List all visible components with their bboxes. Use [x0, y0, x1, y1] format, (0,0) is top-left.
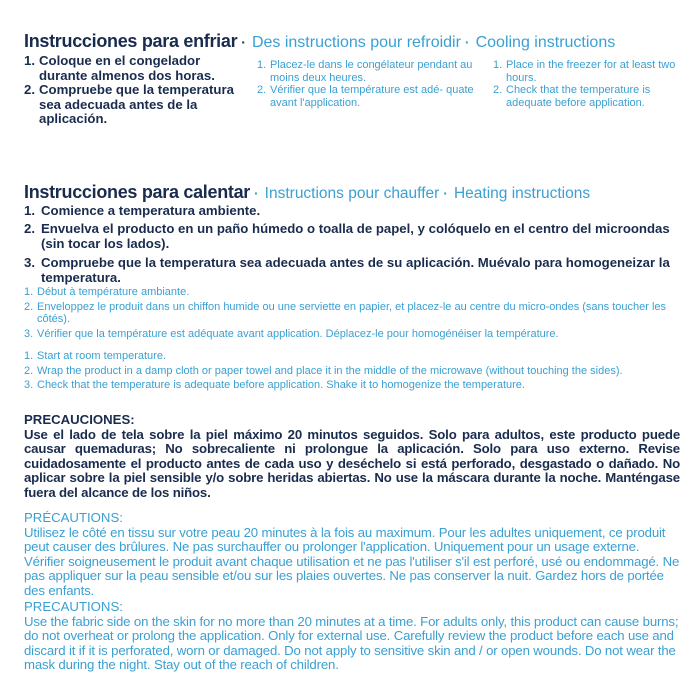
item-number: 3. — [24, 327, 34, 340]
cooling-title-es: Instrucciones para enfriar — [24, 31, 238, 51]
item-text: Placez-le dans le congélateur pendant au moins deux heures. — [270, 59, 473, 84]
heating-title-fr: Instructions pour chauffer — [264, 185, 440, 202]
separator-dot: · — [254, 185, 259, 201]
item-number: 2. — [24, 221, 35, 237]
item-text: Coloque en el congelador durante almenos dos horas. — [39, 53, 215, 83]
item-text: Enveloppez le produit dans un chiffon humide ou une serviette en papier, et placez-le au centre du micro-ondes (sans toucher les côtés). — [37, 300, 667, 325]
item-number: 2. — [24, 300, 34, 313]
cooling-title-en: Cooling instructions — [475, 34, 616, 51]
item-text: Place in the freezer for at least two hours. — [506, 59, 676, 84]
list-item — [24, 328, 680, 341]
item-number: 3. — [24, 379, 34, 391]
item-number: 2. — [24, 364, 34, 377]
item-number: 1. — [24, 350, 34, 362]
item-text: Check that the temperature is adequate before application. Shake it to homogenize the temperature. — [37, 379, 525, 391]
list-item — [24, 365, 680, 378]
list-item — [24, 301, 680, 326]
list-item — [24, 203, 680, 218]
precautions-en — [24, 600, 680, 673]
item-number: 2. — [493, 84, 503, 96]
list-item — [493, 59, 678, 84]
item-text: Vérifier que la température est adéquate avant application. Déplacez-le pour homogénéiser la température. — [37, 327, 559, 340]
item-number: 1. — [257, 59, 267, 71]
cooling-title-fr: Des instructions pour refroidir — [251, 34, 461, 51]
list-item — [24, 350, 680, 363]
precautions-es — [24, 413, 680, 501]
precautions-title-en: PRECAUTIONS: — [24, 599, 123, 614]
separator-dot: · — [443, 185, 448, 201]
item-text: Vérifier que la température est adé- quate avant l'application. — [270, 84, 474, 109]
heating-list-fr — [24, 286, 680, 342]
heating-title-en: Heating instructions — [453, 185, 591, 202]
precautions-text-en: Use the fabric side on the skin for no more than 20 minutes at a time. For adults only, this product can cause burns; do not overheat or prolong the application. Only for external use. Carefully review the product before each use and discard it if it is perforated, worn or damaged. Do not apply to sensitive skin and / or open wounds. Do not wear the mask during the night. Stay out of the reach of children. — [24, 613, 679, 673]
cooling-header — [24, 31, 684, 52]
list-item — [493, 84, 678, 109]
precautions-text-fr: Utilisez le côté en tissu sur votre peau 20 minutes à la fois au maximum. Pour les adultes uniquement, ce produit peut causer des brûlures. Ne pas surchauffer ou prolonger l'application. Uniquement pour un usage externe. Vérifier soigneusement le produit avant chaque utilisation et ne pas l'utiliser s'il est perforé, usé ou endommagé. Ne pas appliquer sur la peau sensible et/ou sur les plaies ouvertes. Ne pas conserver la nuit. Gardez hors de portée des enfants. — [24, 524, 680, 598]
list-item — [24, 286, 680, 299]
item-number: 3. — [24, 254, 35, 270]
precautions-title-es: PRECAUCIONES: — [24, 412, 135, 427]
separator-dot: · — [464, 34, 470, 50]
heating-header — [24, 182, 684, 203]
heating-list-es — [24, 203, 680, 288]
item-text: Envuelva el producto en un paño húmedo o toalla de papel, y colóquelo en el centro del microondas (sin tocar los lados). — [41, 221, 670, 252]
item-text: Compruebe que la temperatura sea adecuada antes de su aplicación. Muévalo para homogeneizar la temperatura. — [41, 254, 670, 285]
item-text: Comience a temperatura ambiente. — [41, 203, 261, 218]
cooling-list-es — [24, 54, 239, 127]
item-number: 1. — [24, 286, 34, 298]
item-number: 1. — [24, 53, 35, 68]
item-number: 1. — [24, 203, 35, 218]
list-item — [24, 54, 239, 83]
heating-title-es: Instrucciones para calentar — [24, 182, 250, 202]
precautions-title-fr: PRÉCAUTIONS: — [24, 510, 123, 525]
item-text: Start at room temperature. — [37, 350, 166, 362]
list-item — [257, 84, 475, 109]
list-item — [24, 83, 239, 127]
item-text: Début à température ambiante. — [37, 286, 190, 298]
list-item — [24, 221, 680, 251]
precautions-fr — [24, 511, 680, 599]
cooling-list-en — [493, 59, 678, 109]
item-number: 2. — [24, 82, 35, 97]
item-text: Compruebe que la temperatura sea adecuada antes de la aplicación. — [39, 82, 234, 126]
separator-dot: · — [241, 34, 246, 50]
heating-list-en — [24, 350, 680, 394]
precautions-text-es: Use el lado de tela sobre la piel máximo 20 minutos seguidos. Solo para adultos, este producto puede causar quemaduras; No sobrecaliente ni prolongue la aplicación. Solo para uso externo. Revise cuidadosamente el producto antes de cada uso y deséchelo si está perforado, desgastado o dañado. No aplicar sobre la piel sensible y/o sobre heridas abiertas. No use la máscara durante la noche. Manténgase fuera del alcance de los niños. — [24, 426, 680, 500]
item-number: 2. — [257, 84, 267, 96]
item-text: Check that the temperature is adequate before application. — [506, 84, 651, 109]
list-item — [257, 59, 475, 84]
item-text: Wrap the product in a damp cloth or paper towel and place it in the middle of the microwave (without touching the sides). — [37, 364, 623, 377]
list-item — [24, 255, 680, 285]
list-item — [24, 379, 680, 392]
cooling-list-fr — [257, 59, 475, 109]
item-number: 1. — [493, 59, 503, 71]
